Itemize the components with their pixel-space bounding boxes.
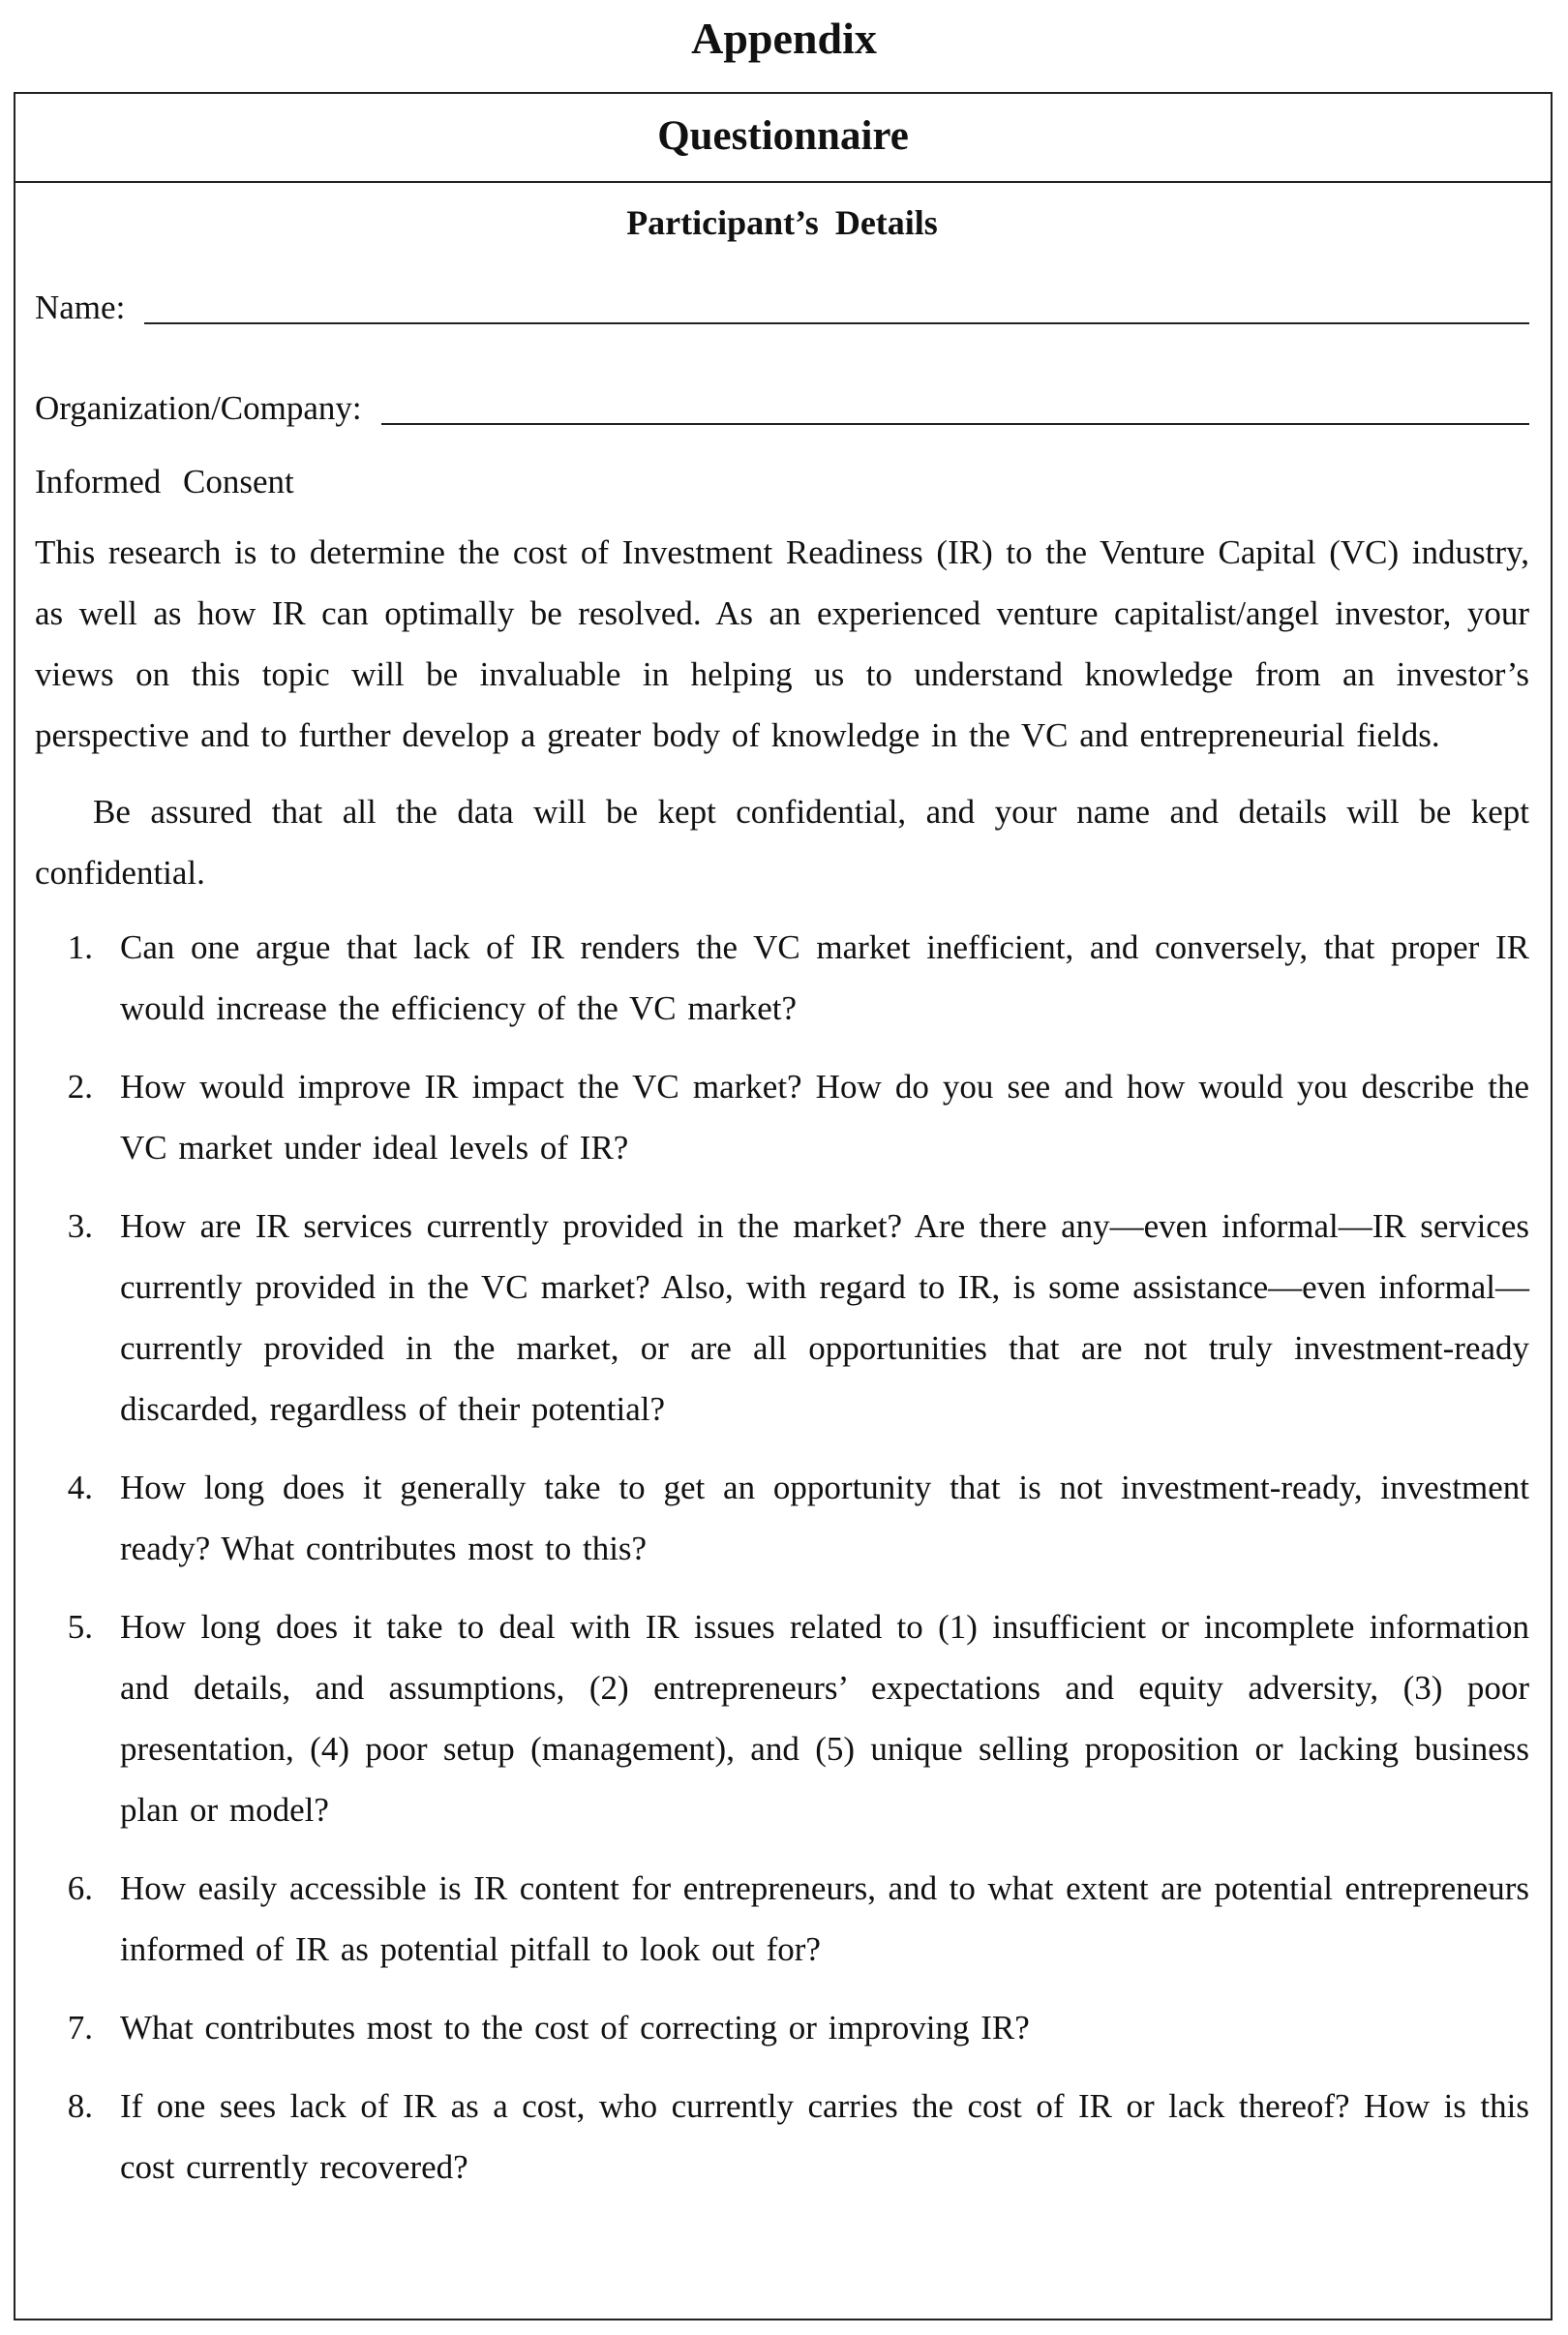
organization-blank-line[interactable]	[381, 423, 1529, 425]
question-item	[35, 1457, 1529, 1579]
question-text: Can one argue that lack of IR renders the VC market inefficient, and conversely, that proper IR would increase the efficiency of the VC market?	[120, 928, 1529, 1027]
questionnaire-title: Questionnaire	[15, 94, 1551, 183]
question-text: If one sees lack of IR as a cost, who currently carries the cost of IR or lack thereof? How is this cost currently recovered?	[120, 2087, 1529, 2186]
confidentiality-paragraph: Be assured that all the data will be kept confidential, and your name and details will be kept confidential.	[35, 793, 1529, 892]
question-number: 7.	[67, 2009, 93, 2047]
question-number: 4.	[67, 1469, 93, 1506]
question-item	[35, 1596, 1529, 1840]
question-number: 3.	[67, 1207, 93, 1245]
consent-paragraph: This research is to determine the cost of Investment Readiness (IR) to the Venture Capital (VC) industry, as well as how IR can optimally be resolved. As an experienced venture capitalist/angel investor, your views on this topic will be invaluable in helping us to understand knowledge from an investor’s perspective and to further develop a greater body of knowledge in the VC and entrepreneurial fields.	[35, 533, 1529, 754]
question-item	[35, 917, 1529, 1039]
question-item	[35, 1056, 1529, 1178]
question-number: 1.	[67, 928, 93, 966]
question-text: How long does it take to deal with IR issues related to (1) insufficient or incomplete information and details, and assumptions, (2) entrepreneurs’ expectations and equity adversity, (3) poor presentation, (4) poor setup (management), and (5) unique selling proposition or lacking business plan or model?	[120, 1608, 1529, 1829]
question-text: How easily accessible is IR content for entrepreneurs, and to what extent are potential entrepreneurs informed of IR as potential pitfall to look out for?	[120, 1869, 1529, 1968]
organization-label: Organization/Company:	[35, 389, 362, 427]
question-number: 8.	[67, 2087, 93, 2125]
name-label: Name:	[35, 288, 126, 326]
question-text: How long does it generally take to get an opportunity that is not investment-ready, investment ready? What contributes most to this?	[120, 1469, 1529, 1567]
question-item	[35, 1997, 1529, 2058]
question-item	[35, 1858, 1529, 1980]
question-list	[35, 917, 1529, 2198]
questionnaire-content	[15, 193, 1551, 2198]
question-item	[35, 1196, 1529, 1440]
participant-details-heading: Participant’s Details	[626, 203, 938, 242]
informed-consent-heading: Informed Consent	[35, 463, 294, 500]
name-blank-line[interactable]	[144, 322, 1529, 324]
organization-field-row	[35, 375, 1529, 439]
question-item	[35, 2076, 1529, 2198]
question-number: 6.	[67, 1869, 93, 1907]
appendix-title: Appendix	[691, 14, 877, 63]
question-number: 5.	[67, 1608, 93, 1646]
questionnaire-box	[14, 92, 1553, 2320]
question-text: How would improve IR impact the VC market? How do you see and how would you describe the VC market under ideal levels of IR?	[120, 1068, 1529, 1167]
question-text: What contributes most to the cost of correcting or improving IR?	[120, 2009, 1030, 2047]
name-field-row	[35, 274, 1529, 338]
question-number: 2.	[67, 1068, 93, 1106]
question-text: How are IR services currently provided in the market? Are there any—even informal—IR services currently provided in the VC market? Also, with regard to IR, is some assistance—even informal—currently provided in the market, or are all opportunities that are not truly investment-ready discarded, regardless of their potential?	[120, 1207, 1529, 1428]
